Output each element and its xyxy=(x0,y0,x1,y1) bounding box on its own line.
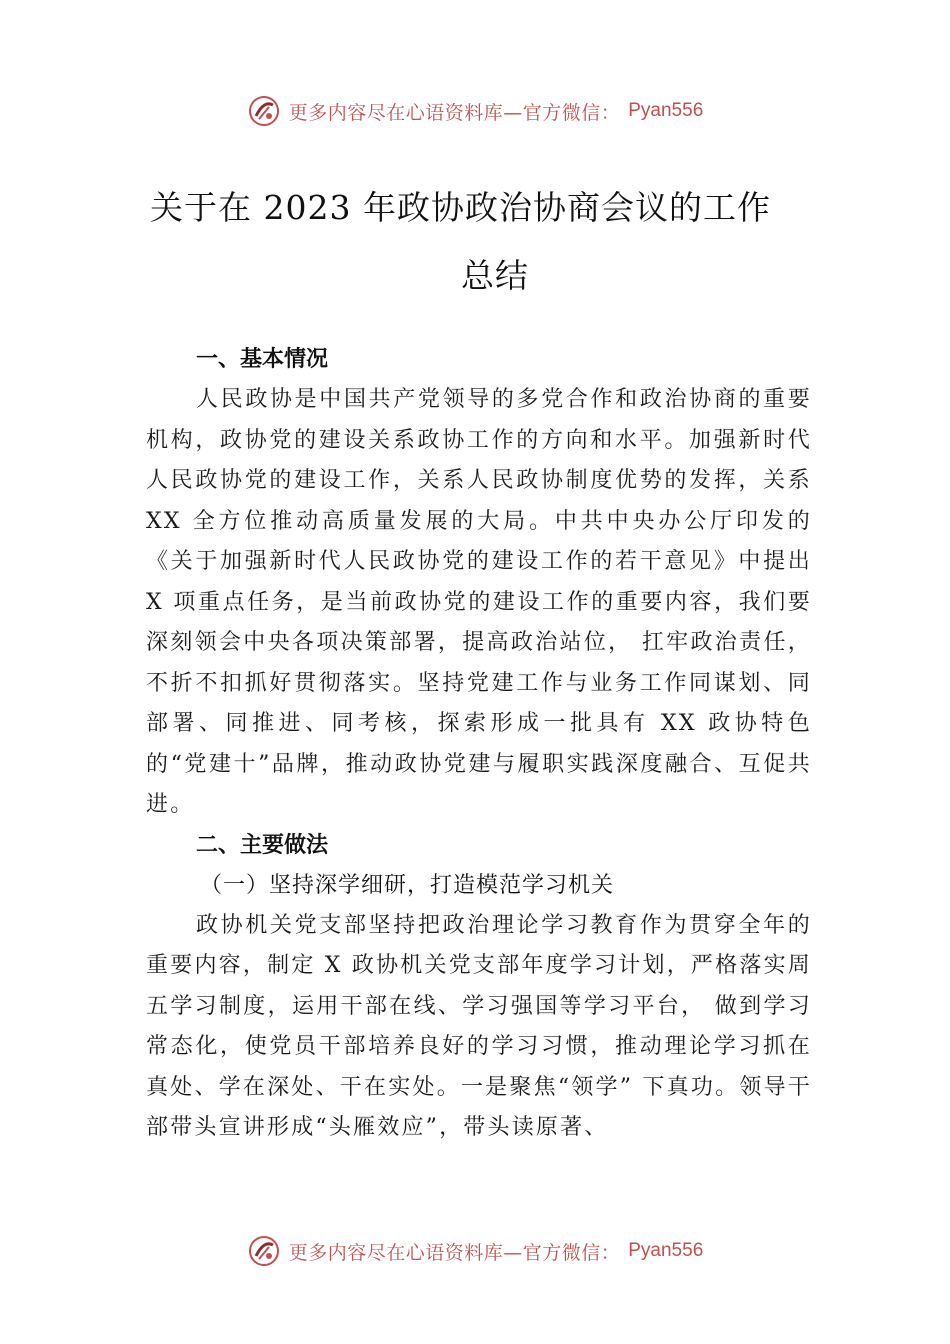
watermark-banner-top xyxy=(0,94,950,128)
section-heading-2: 二、主要做法 xyxy=(196,832,329,858)
watermark-text: 更多内容尽在心语资料库—官方微信： xyxy=(288,1241,621,1264)
section-paragraph-2: 政协机关党支部坚持把政治理论学习教育作为贯穿全年的重要内容，制定 X 政协机关党支部年度学习计划，严格落实周五学习制度，运用干部在线、学习强国等学习平台， 做到学习常态化，使党员干部培养良好的学习习惯，推动理论学习抓在真处、学在深处、干在实处。一是聚焦“领学” 下真功。领导干部带头宣讲形成“头雁效应”，带头读原著、 xyxy=(146,912,812,1140)
section-paragraph-1: 人民政协是中国共产党领导的多党合作和政治协商的重要机构，政协党的建设关系政协工作的方向和水平。加强新时代人民政协党的建设工作，关系人民政协制度优势的发挥，关系 XX 全方位推动高质量发展的大局。中共中央办公厅印发的《关于加强新时代人民政协党的建设工作的若干意见》中提出 X 项重点任务，是当前政协党的建设工作的重要内容，我们要深刻领会中央各项决策部署，提高政治站位， 扛牢政治责任，不折不扣抓好贯彻落实。坚持党建工作与业务工作同谋划、同部署、同推进、同考核，探索形成一批具有 XX 政协特色的“党建十”品牌，推动政协党建与履职实践深度融合、互促共进。 xyxy=(146,387,812,817)
document-title-line2: 总结 xyxy=(461,256,529,295)
document-body xyxy=(146,340,812,1149)
watermark-account: Pyan556 xyxy=(628,1240,704,1261)
subsection-heading-1: （一）坚持深学细研，打造模范学习机关 xyxy=(200,872,615,898)
document-title: 关于在 2023 年政协政治协商会议的工作 xyxy=(150,188,771,227)
logo-icon xyxy=(247,1234,281,1268)
section-heading-1: 一、基本情况 xyxy=(196,347,329,372)
logo-icon xyxy=(247,94,281,128)
watermark-banner-bottom xyxy=(0,1234,950,1268)
watermark-text: 更多内容尽在心语资料库—官方微信： xyxy=(288,101,621,124)
watermark-account: Pyan556 xyxy=(628,100,704,121)
